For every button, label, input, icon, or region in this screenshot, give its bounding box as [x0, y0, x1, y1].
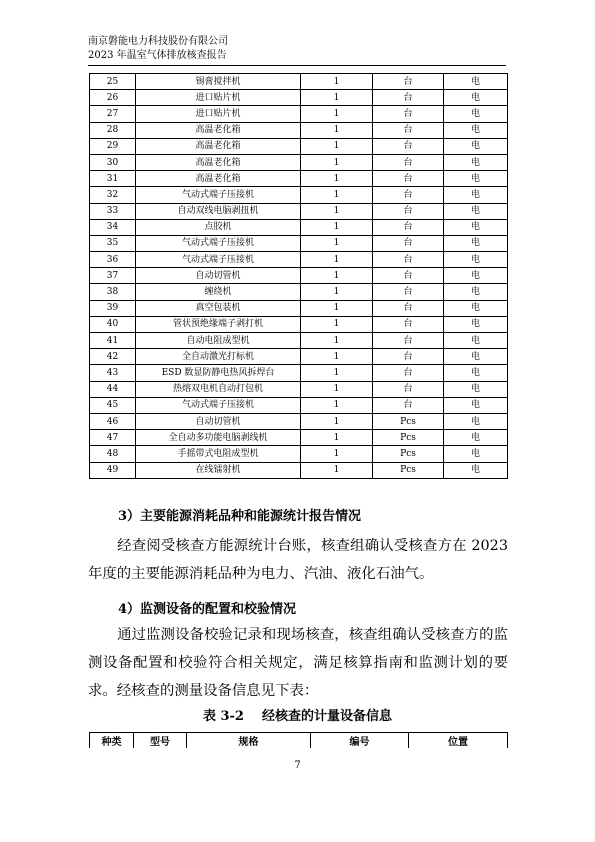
table-row [90, 235, 508, 251]
unit: 台 [373, 300, 444, 316]
table-row [90, 74, 508, 90]
page-header [88, 35, 508, 63]
quantity: 1 [301, 284, 373, 300]
quantity: 1 [301, 74, 373, 90]
equipment-name: 锡膏搅拌机 [136, 74, 301, 90]
energy-type: 电 [444, 446, 508, 462]
unit: 台 [373, 252, 444, 268]
table-row [90, 122, 508, 138]
equipment-name: 自动电阻成型机 [136, 333, 301, 349]
equipment-name: 进口贴片机 [136, 106, 301, 122]
unit: Pcs [373, 446, 444, 462]
row-number: 39 [90, 300, 136, 316]
header-location: 位置 [409, 733, 508, 749]
energy-type: 电 [444, 333, 508, 349]
energy-type: 电 [444, 219, 508, 235]
equipment-name: 点胶机 [136, 219, 301, 235]
row-number: 38 [90, 284, 136, 300]
energy-type: 电 [444, 74, 508, 90]
quantity: 1 [301, 203, 373, 219]
header-company: 南京磐能电力科技股份有限公司 [88, 36, 228, 47]
unit: 台 [373, 203, 444, 219]
unit: 台 [373, 138, 444, 154]
table-row [90, 154, 508, 170]
quantity: 1 [301, 171, 373, 187]
quantity: 1 [301, 381, 373, 397]
table-row [90, 300, 508, 316]
header-spec: 规格 [187, 733, 311, 749]
equipment-name: 全自动多功能电脑剥线机 [136, 430, 301, 446]
table-row [90, 90, 508, 106]
equipment-name: 气动式端子压接机 [136, 397, 301, 413]
energy-type: 电 [444, 90, 508, 106]
table-row [90, 106, 508, 122]
table-row [90, 413, 508, 429]
table-row [90, 252, 508, 268]
quantity: 1 [301, 138, 373, 154]
table-row [90, 365, 508, 381]
energy-type: 电 [444, 300, 508, 316]
unit: 台 [373, 316, 444, 332]
quantity: 1 [301, 349, 373, 365]
equipment-name: 高温老化箱 [136, 154, 301, 170]
measurement-table-header-row [90, 733, 508, 749]
energy-type: 电 [444, 365, 508, 381]
row-number: 41 [90, 333, 136, 349]
equipment-name: 高温老化箱 [136, 138, 301, 154]
equipment-name: 缠绕机 [136, 284, 301, 300]
energy-type: 电 [444, 235, 508, 251]
equipment-name: 进口贴片机 [136, 90, 301, 106]
row-number: 34 [90, 219, 136, 235]
equipment-name: 自动切管机 [136, 268, 301, 284]
row-number: 49 [90, 462, 136, 478]
section-3-text: 经查阅受核查方能源统计台账，核查组确认受核查方在 2023 年度的主要能源消耗品种为电力、汽油、液化石油气。 [88, 538, 508, 582]
energy-type: 电 [444, 349, 508, 365]
equipment-name: 全自动激光打标机 [136, 349, 301, 365]
unit: 台 [373, 365, 444, 381]
table-row [90, 187, 508, 203]
quantity: 1 [301, 397, 373, 413]
energy-type: 电 [444, 154, 508, 170]
row-number: 31 [90, 171, 136, 187]
row-number: 47 [90, 430, 136, 446]
table-row [90, 381, 508, 397]
equipment-name: ESD 数显防静电热风拆焊台 [136, 365, 301, 381]
quantity: 1 [301, 462, 373, 478]
energy-type: 电 [444, 138, 508, 154]
unit: 台 [373, 397, 444, 413]
unit: 台 [373, 171, 444, 187]
row-number: 40 [90, 316, 136, 332]
quantity: 1 [301, 187, 373, 203]
energy-type: 电 [444, 252, 508, 268]
unit: 台 [373, 219, 444, 235]
row-number: 29 [90, 138, 136, 154]
quantity: 1 [301, 235, 373, 251]
header-report-title: 2023 年温室气体排放核查报告 [88, 50, 227, 61]
table-3-2-caption: 表 3-2 经核查的计量设备信息 [202, 709, 393, 724]
equipment-name: 高温老化箱 [136, 171, 301, 187]
table-row [90, 268, 508, 284]
energy-type: 电 [444, 413, 508, 429]
quantity: 1 [301, 333, 373, 349]
row-number: 27 [90, 106, 136, 122]
row-number: 30 [90, 154, 136, 170]
section-3-paragraph [88, 532, 508, 588]
row-number: 35 [90, 235, 136, 251]
header-number: 编号 [311, 733, 409, 749]
energy-type: 电 [444, 122, 508, 138]
row-number: 26 [90, 90, 136, 106]
unit: 台 [373, 122, 444, 138]
unit: 台 [373, 106, 444, 122]
unit: 台 [373, 268, 444, 284]
energy-type: 电 [444, 171, 508, 187]
row-number: 33 [90, 203, 136, 219]
header-category: 种类 [90, 733, 134, 749]
table-row [90, 171, 508, 187]
page-number: 7 [294, 760, 301, 771]
table-row [90, 462, 508, 478]
energy-type: 电 [444, 268, 508, 284]
unit: Pcs [373, 462, 444, 478]
section-4-text: 通过监测设备校验记录和现场核查，核查组确认受核查方的监测设备配置和校验符合相关规定，满足核算指南和监测计划的要求。经核查的测量设备信息见下表： [88, 627, 508, 699]
header-model: 型号 [134, 733, 187, 749]
quantity: 1 [301, 430, 373, 446]
equipment-name: 热熔双电机自动打包机 [136, 381, 301, 397]
quantity: 1 [301, 268, 373, 284]
quantity: 1 [301, 90, 373, 106]
energy-type: 电 [444, 462, 508, 478]
quantity: 1 [301, 219, 373, 235]
quantity: 1 [301, 446, 373, 462]
quantity: 1 [301, 413, 373, 429]
section-4-paragraph [88, 621, 508, 705]
row-number: 43 [90, 365, 136, 381]
unit: Pcs [373, 430, 444, 446]
equipment-table [89, 73, 508, 479]
unit: Pcs [373, 413, 444, 429]
section-4-heading: 4）监测设备的配置和校验情况 [118, 602, 297, 617]
table-row [90, 316, 508, 332]
table-row [90, 397, 508, 413]
unit: 台 [373, 90, 444, 106]
row-number: 28 [90, 122, 136, 138]
equipment-name: 自动切管机 [136, 413, 301, 429]
unit: 台 [373, 381, 444, 397]
quantity: 1 [301, 106, 373, 122]
row-number: 48 [90, 446, 136, 462]
row-number: 46 [90, 413, 136, 429]
unit: 台 [373, 154, 444, 170]
quantity: 1 [301, 316, 373, 332]
unit: 台 [373, 333, 444, 349]
section-3-heading: 3）主要能源消耗品种和能源统计报告情况 [118, 509, 362, 524]
unit: 台 [373, 235, 444, 251]
equipment-name: 真空包装机 [136, 300, 301, 316]
energy-type: 电 [444, 203, 508, 219]
header-rule [88, 65, 506, 66]
row-number: 36 [90, 252, 136, 268]
table-row [90, 284, 508, 300]
quantity: 1 [301, 154, 373, 170]
equipment-table-body [90, 74, 508, 479]
unit: 台 [373, 74, 444, 90]
unit: 台 [373, 349, 444, 365]
row-number: 42 [90, 349, 136, 365]
equipment-name: 气动式端子压接机 [136, 235, 301, 251]
row-number: 37 [90, 268, 136, 284]
measurement-equipment-table [89, 732, 508, 748]
unit: 台 [373, 284, 444, 300]
energy-type: 电 [444, 187, 508, 203]
row-number: 25 [90, 74, 136, 90]
quantity: 1 [301, 365, 373, 381]
equipment-name: 管状预绝缘端子剥打机 [136, 316, 301, 332]
equipment-name: 气动式端子压接机 [136, 252, 301, 268]
equipment-name: 在线镭射机 [136, 462, 301, 478]
row-number: 44 [90, 381, 136, 397]
energy-type: 电 [444, 284, 508, 300]
row-number: 32 [90, 187, 136, 203]
table-row [90, 430, 508, 446]
energy-type: 电 [444, 106, 508, 122]
quantity: 1 [301, 252, 373, 268]
energy-type: 电 [444, 381, 508, 397]
energy-type: 电 [444, 397, 508, 413]
unit: 台 [373, 187, 444, 203]
energy-type: 电 [444, 316, 508, 332]
quantity: 1 [301, 122, 373, 138]
table-row [90, 446, 508, 462]
table-row [90, 349, 508, 365]
equipment-name: 高温老化箱 [136, 122, 301, 138]
table-row [90, 333, 508, 349]
energy-type: 电 [444, 430, 508, 446]
equipment-name: 自动双线电脑剥扭机 [136, 203, 301, 219]
quantity: 1 [301, 300, 373, 316]
table-row [90, 203, 508, 219]
row-number: 45 [90, 397, 136, 413]
equipment-name: 手摇带式电阻成型机 [136, 446, 301, 462]
table-row [90, 219, 508, 235]
table-row [90, 138, 508, 154]
equipment-name: 气动式端子压接机 [136, 187, 301, 203]
